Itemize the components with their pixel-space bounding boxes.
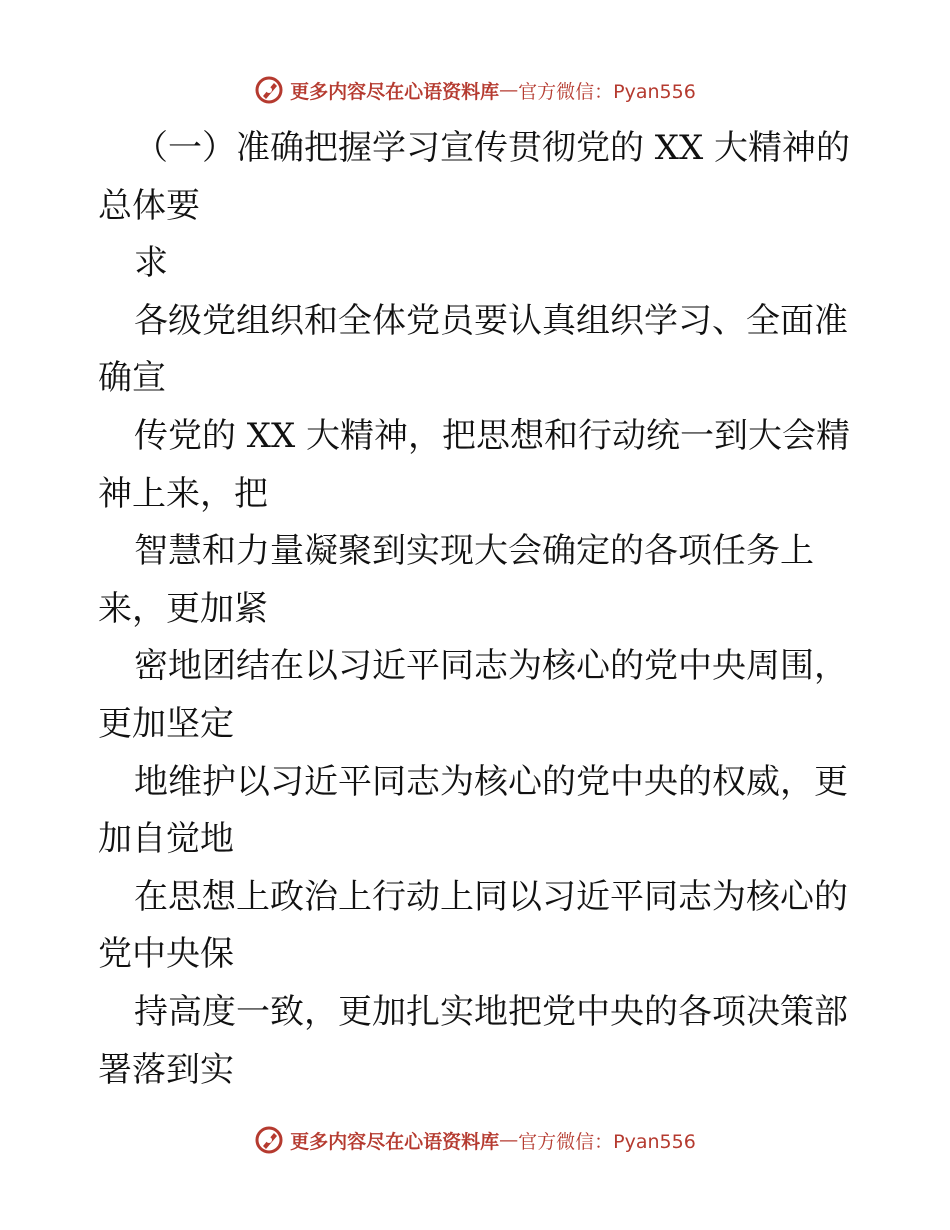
banner-brand-text: 更多内容尽在心语资料库 <box>290 80 500 103</box>
text-line: 智慧和力量凝聚到实现大会确定的各项任务上 <box>134 531 814 572</box>
text-line: 地维护以习近平同志为核心的党中央的权威，更 <box>134 761 848 802</box>
footer-watermark-banner <box>0 1120 950 1160</box>
text-line: 密地团结在以习近平同志为核心的党中央周围， <box>134 646 848 687</box>
text-line: 神上来，把 <box>98 473 268 514</box>
text-line: 求 <box>134 243 168 284</box>
text-line: 党中央保 <box>98 934 234 975</box>
document-body <box>98 120 858 1099</box>
text-line: 加自觉地 <box>98 819 234 860</box>
text-line: 持高度一致，更加扎实地把党中央的各项决策部 <box>134 991 848 1032</box>
text-line: （一）准确把握学习宣传贯彻党的 XX 大精神的 <box>134 128 851 168</box>
text-line: 来，更加紧 <box>98 588 268 629</box>
text-line: 传党的 XX 大精神，把思想和行动统一到大会精 <box>134 415 851 456</box>
text-line: 确宣 <box>98 358 166 399</box>
banner-dash: — <box>499 1129 519 1151</box>
banner-wechat-text: 官方微信：Pyan556 <box>518 1130 696 1153</box>
header-watermark-banner <box>0 70 950 110</box>
text-line: 更加坚定 <box>98 703 234 744</box>
pen-logo-icon <box>254 75 284 105</box>
banner-brand-text: 更多内容尽在心语资料库 <box>290 1130 500 1153</box>
text-line: 各级党组织和全体党员要认真组织学习、全面准 <box>134 300 848 341</box>
text-line: 总体要 <box>98 185 200 226</box>
text-line: 署落到实 <box>98 1049 234 1090</box>
pen-logo-icon <box>254 1125 284 1155</box>
text-line: 在思想上政治上行动上同以习近平同志为核心的 <box>134 876 848 917</box>
banner-wechat-text: 官方微信：Pyan556 <box>518 80 696 103</box>
banner-dash: — <box>499 79 519 101</box>
